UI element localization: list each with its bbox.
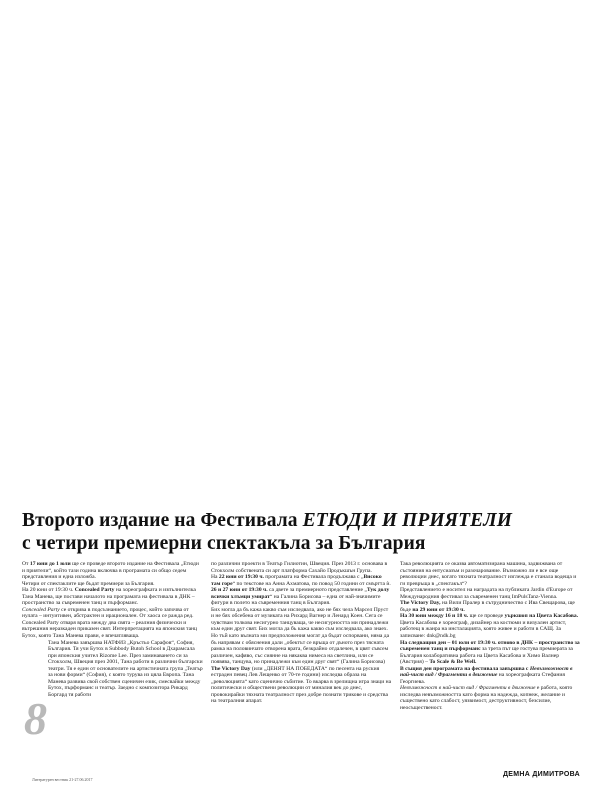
article-columns bbox=[22, 561, 582, 761]
paragraph: В същия ден програмата на фестивала завършва с Невъзможност в най-чист вид / Фрагменти в движение на хореографката Стефания Георгиева. bbox=[400, 665, 573, 685]
article-column-2 bbox=[211, 561, 392, 761]
paragraph: Представлението е носител на наградата на публиката Jardin d'Europe от Международния фестивал за съвременен танц ImPulsTanz-Vienna. bbox=[400, 587, 573, 600]
publication-footer: Литературен вестник 21-27.06.2017 bbox=[32, 777, 93, 782]
paragraph: 26 и 27 юни от 19:30 ч. са двете за премиерното представление „Тук долу всички хлъмци умират“ на Галина Борисова – една от най-значимите фигури в полето на съвременния танц в България. bbox=[211, 587, 390, 607]
headline-festival-name: ЕТЮДИ И ПРИЯТЕЛИ bbox=[302, 510, 512, 531]
paragraph: На следващия ден – 01 юли от 19:30 ч. отново в ДНК – пространство за съвременен танц и пърформанс за трета път ще гостува премиерата за България колаборативна работа на Цвета Касабова и Химо Валнер (Австрия) – To Scale & Be Well. bbox=[400, 639, 580, 666]
paragraph: На 30 юни между 16 и 18 ч. ще се проведе уъркшоп на Цвета Касабова. Цвета Касабова е хореограф, дизайнер на костюми и визуален артист, работещ в жанра на инсталацията, която живее и работи в САЩ. За записване: dnk@ndk.bg bbox=[400, 613, 579, 640]
paragraph: по различни проекти в Театър Гилиотин, Швеция. През 2013 г. основава в Стокхолм собствената си арт платформа Сахайо Продъкшън Група. bbox=[211, 561, 388, 574]
paragraph: На 20 юни от 19:30 ч. Concealed Party на хореографката и изпълнителка Тана Манева, ще постави началото на програмата на фестивала в ДНК – пространство за съвременен танц и пърформанс. bbox=[22, 587, 196, 607]
article-column-1 bbox=[22, 561, 203, 761]
paragraph: Така революцията се оказва автоматизирана машина, задвижвана от състояния на ентусиазъм и разочарование. Възможно ли е все още революции днес, когато тяхната театралност изглежда е станала водеща и ги превръща в „спектакъл“? bbox=[400, 561, 577, 587]
paragraph: Невъзможност в най-чист вид / Фрагменти в движение е работа, която изследва невъзможността като форма на надежда, копнеж, желание и съществено като слабост, уязвимост, деструктивност, безсилие, неосъщественост. bbox=[400, 685, 573, 712]
page-number: 8 bbox=[24, 693, 47, 744]
article-column-3 bbox=[400, 561, 581, 761]
paragraph: The Victory Day, на Вили Пралер в сътрудничество с Ива Свещарова, ще бъде на 29 юни от 19:30 ч. bbox=[400, 600, 575, 613]
paragraph: На 22 юни от 19:30 ч. програмата на Фестивала продължава с „Високо там горе“ по текстове на Анна Ахматова, по повод 50 години от смъртта ѝ. bbox=[211, 574, 391, 587]
paragraph: От 17 юни до 1 юли ще се проведе второто издание на Фестивала „Етюди и приятели“, който тази година включва в програмата си общо седем представления и една изложба. bbox=[22, 561, 199, 581]
paragraph: Бих могла да бъ кажа какво съм изследвала, ако не бях чела Марсел Пруст и не бях обсебена от музиката на Рихард Вагнер и Ленард Коен. Сега се чувствам толкова несигурно танцуваща, че несигурността ми принадлежи към един друг свят. Бих могла да бъ кажа какво съм изследвала, ако знаех. Но тъй като вълната ми предположения могат да бъдат оспорвани, няма да бъ напрявам с обяснения дали „обектът се връща от дъното през тясната рамка на половинчато отворена врата, безкрайно отдалечен, в цвят съвсем различен, кафяво, със сиянне на някаква нимеса на светлина, или се появява, танцува, но принадлежи към един друг свят“ (Галина Борисова) bbox=[211, 606, 390, 666]
author-signature: ДЕМНА ДИМИТРОВА bbox=[503, 771, 580, 778]
paragraph: Тана Манева завършва НАТФИЗ „Кръстьо Сарафов“, София, България. Тя учи Бутох в Subbody Butoh School в Дхарамсала при японския учител Rizome Lee. През заминаването си за Стокхолм, Швеция през 2001, Тана работи в различни български театри. Тя е един от основателите на артистичната група „Театър за нови форми“ (София), с която турува из цяла Европа. Тана Манева развива свой собствен сценичен език, смесвайки между Бутох, пърформанс и театър. Заедно с композитора Рикард Боргард тя работи bbox=[48, 639, 203, 698]
article-headline bbox=[22, 509, 582, 555]
headline-part-1: Второто издание на Фестивала bbox=[22, 510, 303, 531]
paragraph: The Victory Day (или „ДЕНЯТ НА ПОБЕДАТА“ по песента на руския естраден певец Лев Лещенко от 70-те години) изследва образа на „революцията“ като сценично събитие. То вкарва в зрелищна игра знаци на политически и обществени революции от миналия век до днес, провокирайки тяхната театралност през добре познати трикове и средства на театралния апарат. bbox=[211, 665, 392, 705]
paragraph: Concealed Party се открива в подсъзнанието, процес, който започва от нулата – интуитивен, абстрактен и ирационален. От хаоса се ражда ред. Concealed Party отваря врата между два свята – реалния физически и вътрешния неразкаден приказен свят. Интерпретацията на японския танц Бутох, която Тана Манева прави, е впечатляваща. bbox=[22, 606, 198, 640]
paragraph: Четири от спектаклите ще бъдат премиери за България. bbox=[22, 580, 155, 587]
headline-part-2: с четири премиерни спектакъла за България bbox=[22, 533, 426, 554]
